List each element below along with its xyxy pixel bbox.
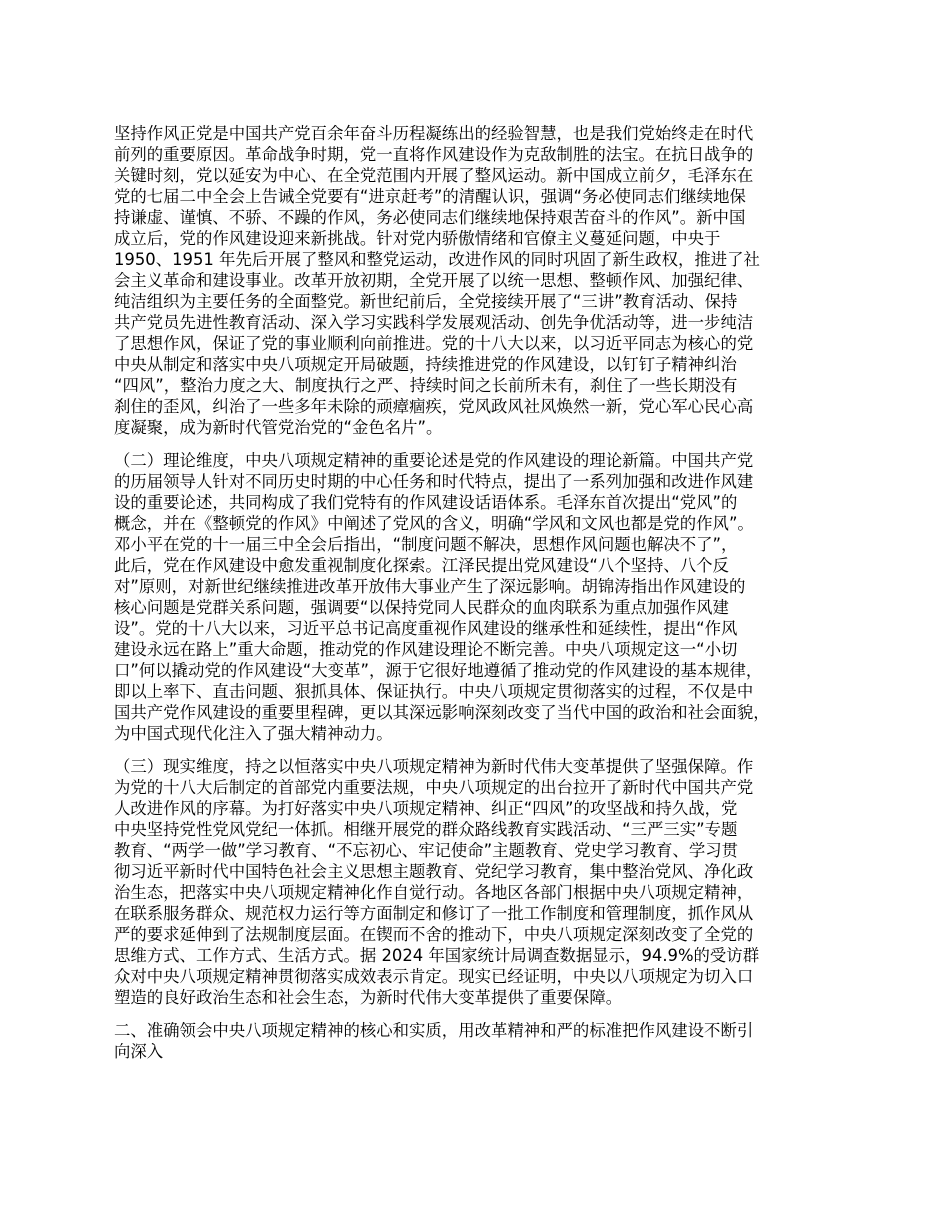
document-body bbox=[114, 123, 856, 1074]
paragraph-history: 坚持作风正党是中国共产党百余年奋斗历程凝练出的经验智慧，也是我们党始终走在时代 前列的重要原因。革命战争时期，党一直将作风建设作为克敌制胜的法宝。在抗日战争的 关键时刻，党以延安为中心、在全党范围内开展了整风运动。新中国成立前夕，毛泽东在 党的七届二中全会上告诫全党要有“进京赶考”的清醒认识，强调“务必使同志们继续地保 持谦虚、谨慎、不骄、不躁的作风，务必使同志们继续地保持艰苦奋斗的作风”。新中国 成立后，党的作风建设迎来新挑战。针对党内骄傲情绪和官僚主义蔓延问题，中央于 1950、1951 年先后开展了整风和整党运动，改进作风的同时巩固了新生政权，推进了社 会主义革命和建设事业。改革开放初期，全党开展了以统一思想、整顿作风、加强纪律、 纯洁组织为主要任务的全面整党。新世纪前后，全党接续开展了“三讲”教育活动、保持 共产党员先进性教育活动、深入学习实践科学发展观活动、创先争优活动等，进一步纯洁 了思想作风，保证了党的事业顺利向前推进。党的十八大以来，以习近平同志为核心的党 中央从制定和落实中央八项规定开局破题，持续推进党的作风建设，以钉钉子精神纠治 “四风”，整治力度之大、制度执行之严、持续时间之长前所未有，刹住了一些长期没有 刹住的歪风，纠治了一些多年未除的顽瘴痼疾，党风政风社风焕然一新，党心军心民心高 度凝聚，成为新时代管党治党的“金色名片”。 bbox=[114, 124, 760, 437]
section-heading-two: 二、准确领会中央八项规定精神的核心和实质，用改革精神和严的标准把作风建设不断引 向深入 bbox=[114, 1021, 754, 1061]
paragraph-reality: （三）现实维度，持之以恒落实中央八项规定精神为新时代伟大变革提供了坚强保障。作 为党的十八大后制定的首部党内重要法规，中央八项规定的出台拉开了新时代中国共产党 人改进作风的序幕。为打好落实中央八项规定精神、纠正“四风”的攻坚战和持久战，党 中央坚持党性党风党纪一体抓。相继开展党的群众路线教育实践活动、“三严三实”专题 教育、“两学一做”学习教育、“不忘初心、牢记使命”主题教育、党史学习教育、学习贯 彻习近平新时代中国特色社会主义思想主题教育、党纪学习教育，集中整治党风、净化政 治生态，把落实中央八项规定精神化作自觉行动。各地区各部门根据中央八项规定精神， 在联系服务群众、规范权力运行等方面制定和修订了一批工作制度和管理制度，抓作风从 严的要求延伸到了法规制度层面。在锲而不舍的推动下，中央八项规定深刻改变了全党的 思维方式、工作方式、生活方式。据 2024 年国家统计局调查数据显示，94.9%的受访群 众对中央八项规定精神贯彻落实成效表示肯定。现实已经证明，中央以八项规定为切入口 塑造的良好政治生态和社会生态，为新时代伟大变革提供了重要保障。 bbox=[114, 757, 760, 1007]
paragraph-theory: （二）理论维度，中央八项规定精神的重要论述是党的作风建设的理论新篇。中国共产党 的历届领导人针对不同历史时期的中心任务和时代特点，提出了一系列加强和改进作风建 设的重要论述，共同构成了我们党特有的作风建设话语体系。毛泽东首次提出“党风”的 概念，并在《整顿党的作风》中阐述了党风的含义，明确“学风和文风也都是党的作风”。 邓小平在党的十一届三中全会后指出，“制度问题不解决，思想作风问题也解决不了”， 此后，党在作风建设中愈发重视制度化探索。江泽民提出党风建设“八个坚持、八个反 对”原则，对新世纪继续推进改革开放伟大事业产生了深远影响。胡锦涛指出作风建设的 核心问题是党群关系问题，强调要“以保持党同人民群众的血肉联系为重点加强作风建 设”。党的十八大以来，习近平总书记高度重视作风建设的继承性和延续性，提出“作风 建设永远在路上”重大命题，推动党的作风建设理论不断完善。中央八项规定这一“小切 口”何以撬动党的作风建设“大变革”，源于它很好地遵循了推动党的作风建设的基本规律， 即以上率下、直击问题、狠抓具体、保证执行。中央八项规定贯彻落实的过程，不仅是中 国共产党作风建设的重要里程碑，更以其深远影响深刻改变了当代中国的政治和社会面貌， 为中国式现代化注入了强大精神动力。 bbox=[114, 451, 770, 743]
